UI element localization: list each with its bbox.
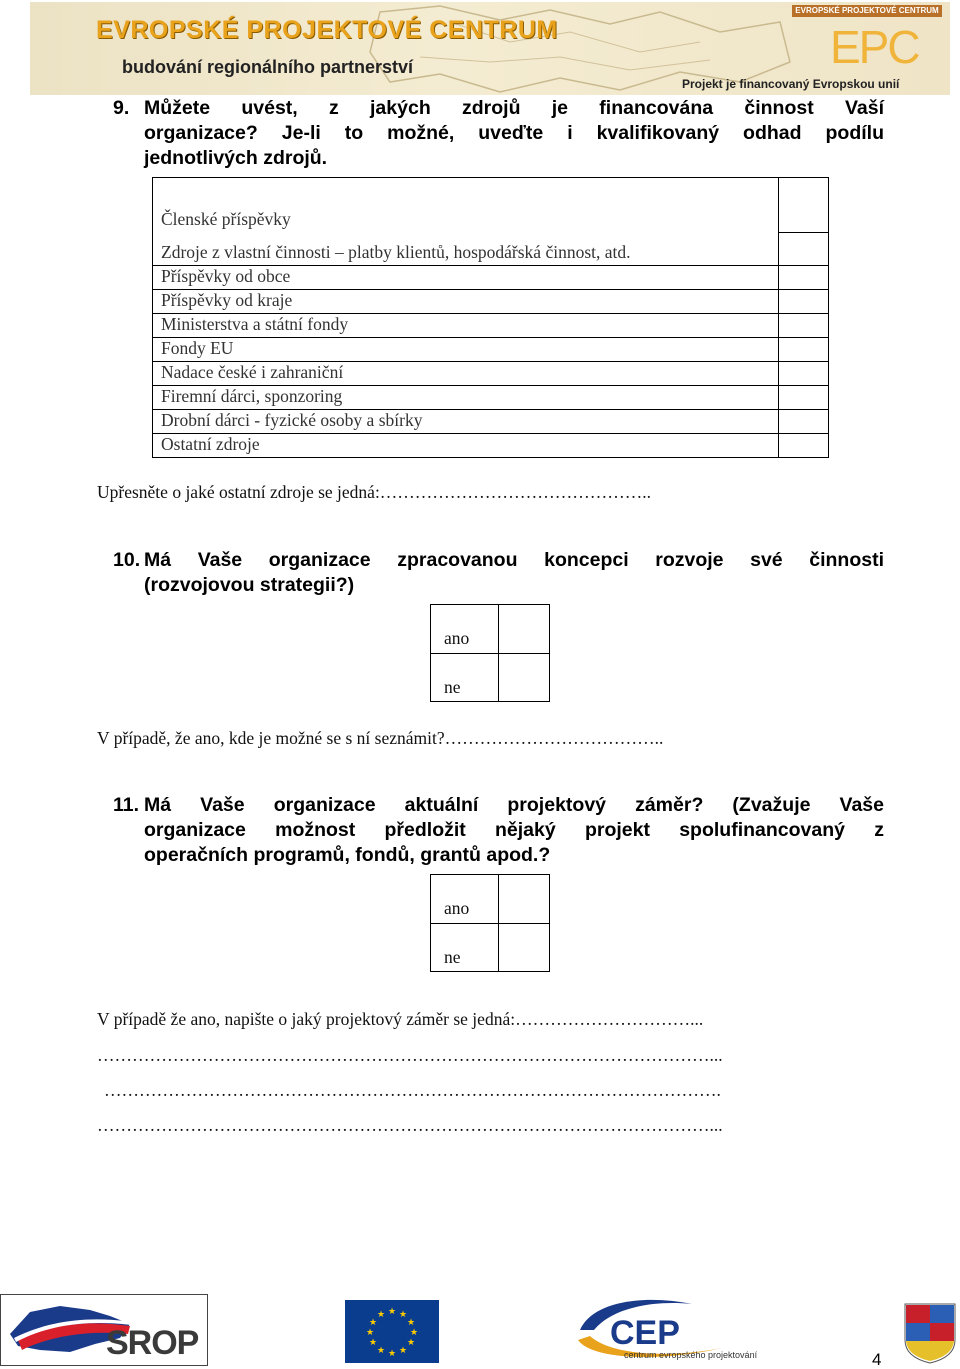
page-number: 4	[872, 1350, 882, 1369]
source-label: Firemní dárci, sponzoring	[161, 386, 343, 406]
svg-text:★: ★	[398, 1310, 408, 1320]
question-line: (rozvojovou strategii?)	[144, 574, 355, 596]
question-line: Můžete uvést, z jakých zdrojů je financována činnost Vaší	[144, 97, 884, 119]
region-coat-of-arms-icon	[903, 1302, 957, 1364]
yes-no-table-q10	[430, 604, 550, 702]
answer-line[interactable]: ……………………………………………………………………………………………...	[97, 1045, 723, 1065]
yes-checkbox[interactable]	[499, 875, 549, 923]
row-divider	[153, 433, 828, 434]
sources-answer-column[interactable]	[779, 178, 828, 457]
svg-text:★: ★	[376, 1346, 386, 1356]
sources-labels-column	[153, 178, 779, 457]
question-number: 10.	[113, 549, 141, 571]
svg-text:★: ★	[387, 1307, 397, 1317]
strategy-followup[interactable]: V případě, že ano, kde je možné se s ní seznámit?………………………………..	[97, 728, 664, 748]
sources-table	[152, 177, 829, 458]
row-divider	[153, 337, 828, 338]
question-number: 11.	[113, 794, 140, 816]
question-line: Má Vaše organizace aktuální projektový záměr? (Zvažuje Vaše	[144, 794, 884, 816]
row-divider	[153, 361, 828, 362]
answer-line[interactable]: …………………………………………………………………………………………….	[104, 1080, 721, 1100]
source-label: Zdroje z vlastní činnosti – platby klientů, hospodářská činnost, atd.	[161, 242, 631, 262]
question-line: Má Vaše organizace zpracovanou koncepci rozvoje své činnosti	[144, 549, 884, 571]
source-label: Drobní dárci - fyzické osoby a sbírky	[161, 410, 423, 430]
header-banner	[30, 2, 950, 95]
question-11	[113, 793, 884, 868]
answer-line[interactable]: ……………………………………………………………………………………………...	[97, 1115, 723, 1135]
question-text	[144, 793, 884, 868]
question-line: operačních programů, fondů, grantů apod.?	[144, 844, 551, 866]
question-line: organizace? Je-li to možné, uveďte i kvalifikovaný odhad podílu	[144, 122, 884, 144]
srop-logo	[0, 1294, 208, 1366]
svg-text:★: ★	[409, 1328, 419, 1338]
funding-note: Projekt je financovaný Evropskou unií	[682, 77, 900, 91]
svg-text:★: ★	[376, 1310, 386, 1320]
question-number: 9.	[113, 97, 130, 119]
svg-text:★: ★	[398, 1346, 408, 1356]
yes-label: ano	[444, 628, 470, 648]
srop-label: SROP	[106, 1324, 199, 1362]
header-title: EVROPSKÉ PROJEKTOVÉ CENTRUM	[96, 16, 558, 44]
question-text	[144, 96, 884, 171]
header-subtitle: budování regionálního partnerství	[122, 57, 414, 77]
no-label: ne	[444, 677, 461, 697]
source-label: Příspěvky od obce	[161, 266, 291, 286]
svg-text:★: ★	[368, 1338, 378, 1348]
question-line: jednotlivých zdrojů.	[144, 147, 328, 169]
epc-small-label: EVROPSKÉ PROJEKTOVÉ CENTRUM	[792, 5, 942, 17]
no-checkbox[interactable]	[499, 654, 549, 701]
source-label: Ostatní zdroje	[161, 434, 260, 454]
eu-flag-icon	[345, 1300, 439, 1363]
specify-other-sources[interactable]: Upřesněte o jaké ostatní zdroje se jedná:………………………………………..	[97, 482, 652, 502]
question-text	[144, 548, 884, 598]
source-label: Ministerstva a státní fondy	[161, 314, 349, 334]
no-label: ne	[444, 947, 461, 967]
question-line: organizace možnost předložit nějaký projekt spolufinancovaný z	[144, 819, 884, 841]
cep-logo	[572, 1296, 772, 1364]
epc-logo: EPC	[830, 21, 919, 73]
source-label: Nadace české i zahraniční	[161, 362, 344, 382]
project-followup[interactable]: V případě že ano, napište o jaký projektový záměr se jedná:…………………………...	[97, 1009, 704, 1029]
coat-of-arms-icon	[903, 1302, 957, 1364]
yes-label: ano	[444, 898, 470, 918]
question-10	[113, 548, 884, 598]
question-9	[113, 96, 884, 171]
svg-text:★: ★	[368, 1318, 378, 1328]
svg-text:★: ★	[406, 1318, 416, 1328]
no-checkbox[interactable]	[499, 924, 549, 971]
svg-text:★: ★	[365, 1328, 375, 1338]
source-label: Členské příspěvky	[161, 209, 291, 229]
row-divider	[153, 313, 828, 314]
svg-text:★: ★	[387, 1349, 397, 1359]
row-divider	[153, 265, 828, 266]
eu-stars-icon	[345, 1300, 439, 1363]
cep-subtitle: centrum evropského projektování	[624, 1350, 758, 1360]
row-divider	[153, 385, 828, 386]
cep-label: CEP	[610, 1314, 680, 1352]
source-label: Příspěvky od kraje	[161, 290, 293, 310]
row-divider	[153, 289, 828, 290]
row-divider	[779, 232, 828, 233]
yes-checkbox[interactable]	[499, 605, 549, 653]
source-label: Fondy EU	[161, 338, 234, 358]
yes-no-table-q11	[430, 874, 550, 972]
svg-text:★: ★	[406, 1338, 416, 1348]
row-divider	[153, 409, 828, 410]
